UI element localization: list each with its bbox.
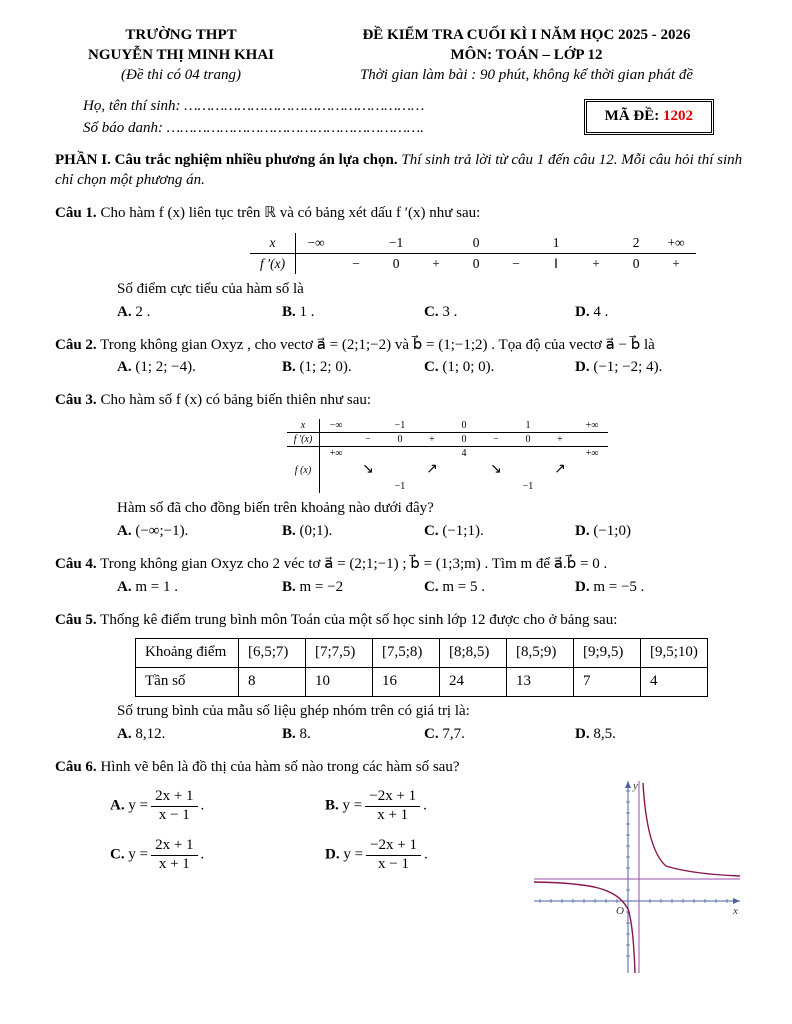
- option-letter: A.: [117, 725, 132, 742]
- question-6-text: Hình vẽ bên là đồ thị của hàm số nào trong các hàm số sau?: [100, 758, 460, 775]
- student-info: [83, 97, 742, 141]
- f-value: −1: [522, 481, 534, 493]
- origin-label: O: [616, 905, 624, 918]
- question-6-options: [55, 779, 514, 984]
- fraction-numerator: 2x + 1: [151, 838, 197, 856]
- frequency-table: [135, 638, 708, 697]
- frequency-cell: 7: [574, 668, 641, 697]
- frequency-cell: 4: [641, 668, 708, 697]
- variation-sign-row: [287, 433, 608, 447]
- option-d: [575, 303, 746, 323]
- sign: 0: [632, 256, 640, 272]
- option-text: (−1;1).: [442, 523, 484, 540]
- option-expr-prefix: y =: [342, 798, 363, 815]
- option-letter: A.: [117, 303, 132, 320]
- question-4-label: Câu 4.: [55, 555, 97, 572]
- frequency-cell: 16: [373, 668, 440, 697]
- frequency-cell: 10: [306, 668, 373, 697]
- x-value: 1: [512, 419, 544, 433]
- interval-cell: [8;8,5): [440, 639, 507, 668]
- part1-instruction: Thí sinh trả lời từ câu 1 đến câu 12. Mỗi câu hỏi thí sinh chỉ chọn một phương án.: [55, 151, 743, 188]
- question-3: [55, 391, 746, 542]
- fraction-denominator: x − 1: [158, 807, 190, 824]
- interval-cell: [6,5;7): [239, 639, 306, 668]
- sign: +: [672, 256, 680, 272]
- y-axis-label: y: [633, 780, 638, 793]
- fraction-numerator: −2x + 1: [365, 789, 420, 807]
- option-text: (1; 0; 0).: [442, 359, 495, 376]
- question-1: [55, 204, 746, 323]
- x-value: 0: [448, 419, 480, 433]
- student-fields: [83, 97, 424, 141]
- question-3-label: Câu 3.: [55, 392, 97, 409]
- option-text: (−1;0): [593, 523, 631, 540]
- sign: −: [352, 433, 384, 447]
- sign: 0: [384, 433, 416, 447]
- option-text: 4 .: [593, 303, 609, 320]
- option-d: [575, 725, 746, 745]
- question-4-text: Trong không gian Oxyz cho 2 véc tơ a⃗ = (2;1;−1) ; b⃗ = (1;3;m) . Tìm m để a⃗.b⃗ = 0 .: [100, 555, 608, 572]
- exam-subject: MÔN: TOÁN – LỚP 12: [450, 46, 603, 63]
- option-a: [117, 303, 282, 323]
- student-id-line: Số báo danh: ………………………………………………….: [83, 120, 424, 137]
- option-expr-suffix: .: [423, 798, 427, 815]
- option-letter: C.: [424, 359, 439, 376]
- option-b: [282, 522, 424, 542]
- option-text: 8,12.: [135, 725, 166, 742]
- question-3-prompt: Hàm số đã cho đồng biến trên khoảng nào dưới đây?: [117, 500, 434, 517]
- option-d: [575, 522, 746, 542]
- option-text: m = 1 .: [135, 578, 178, 595]
- student-name-line: Họ, tên thí sinh: ………………………………………………: [83, 98, 425, 115]
- question-5-prompt: Số trung bình của mẫu số liệu ghép nhóm trên có giá trị là:: [117, 702, 470, 719]
- x-value: −1: [384, 419, 416, 433]
- question-5-label: Câu 5.: [55, 611, 97, 628]
- fraction-numerator: −2x + 1: [366, 838, 421, 856]
- part1-heading: [55, 151, 746, 191]
- option-d: [325, 838, 514, 873]
- option-b: [325, 789, 514, 824]
- option-letter: D.: [575, 578, 590, 595]
- x-axis-arrow-icon: [733, 898, 740, 904]
- option-letter: B.: [282, 725, 296, 742]
- option-c: [110, 838, 325, 873]
- school-block: [55, 26, 307, 85]
- option-a: [117, 578, 282, 598]
- sign: 0: [392, 256, 400, 272]
- fraction-numerator: 2x + 1: [151, 789, 197, 807]
- fraction-denominator: x + 1: [377, 807, 409, 824]
- school-name-line2: NGUYỄN THỊ MINH KHAI: [88, 46, 274, 63]
- arrow-up-icon: ↗: [426, 462, 438, 478]
- x-value: +∞: [576, 419, 608, 433]
- option-letter: C.: [424, 523, 439, 540]
- option-expr-prefix: y =: [343, 846, 364, 863]
- option-letter: D.: [575, 523, 590, 540]
- x-axis-label: x: [733, 905, 738, 918]
- option-letter: B.: [282, 303, 296, 320]
- sign: −: [352, 256, 360, 272]
- sign: +: [432, 256, 440, 272]
- question-1-options: [117, 303, 746, 323]
- variation-f-row: [287, 447, 608, 494]
- arrow-up-icon: ↗: [554, 462, 566, 478]
- sign: +: [416, 433, 448, 447]
- sign: +: [592, 256, 600, 272]
- variation-fprime-label: f ′(x): [287, 433, 320, 447]
- option-letter: C.: [424, 578, 439, 595]
- option-text: (0;1).: [299, 523, 333, 540]
- question-4: [55, 555, 746, 598]
- sign: −: [512, 256, 520, 272]
- option-expr-prefix: y =: [128, 846, 149, 863]
- exam-code-value: 1202: [663, 108, 693, 125]
- f-value: 4: [461, 448, 467, 460]
- option-a: [117, 522, 282, 542]
- interval-header: Khoảng điểm: [136, 639, 239, 668]
- question-2-text: Trong không gian Oxyz , cho vectơ a⃗ = (2;1;−2) và b⃗ = (1;−1;2) . Tọa độ của vectơ a⃗ − b⃗ là: [100, 336, 655, 353]
- school-name-line1: TRƯỜNG THPT: [125, 27, 237, 43]
- sign: 0: [472, 256, 480, 272]
- option-text: 3 .: [442, 303, 458, 320]
- sign: ‖: [554, 256, 558, 272]
- f-value: +∞: [585, 448, 599, 460]
- x-value: +∞: [656, 233, 696, 253]
- exam-title: ĐỀ KIỂM TRA CUỐI KÌ I NĂM HỌC 2025 - 2026: [362, 27, 691, 43]
- question-3-options: [117, 522, 746, 542]
- question-3-text: Cho hàm số f (x) có bảng biến thiên như sau:: [100, 392, 372, 409]
- interval-cell: [9;9,5): [574, 639, 641, 668]
- y-axis-arrow-icon: [625, 781, 631, 788]
- pages-note: (Đề thi có 04 trang): [121, 66, 241, 83]
- option-c: [424, 522, 575, 542]
- option-letter: A.: [117, 359, 132, 376]
- header: [55, 26, 746, 85]
- option-a: [117, 725, 282, 745]
- option-text: 8.: [299, 725, 311, 742]
- option-letter: C.: [110, 846, 125, 863]
- option-letter: A.: [117, 578, 132, 595]
- option-c: [424, 578, 575, 598]
- option-letter: A.: [117, 523, 132, 540]
- interval-cell: [9,5;10): [641, 639, 708, 668]
- question-1-prompt: Số điểm cực tiểu của hàm số là: [117, 281, 304, 297]
- option-b: [282, 303, 424, 323]
- question-2-options: [117, 358, 746, 378]
- question-1-label: Câu 1.: [55, 204, 97, 221]
- arrow-down-icon: ↘: [490, 462, 502, 478]
- option-b: [282, 725, 424, 745]
- option-letter: B.: [282, 523, 296, 540]
- option-text: (1; 2; 0).: [299, 359, 352, 376]
- option-c: [424, 303, 575, 323]
- option-a: [110, 789, 325, 824]
- option-b: [282, 578, 424, 598]
- option-letter: B.: [325, 798, 339, 815]
- question-5: [55, 611, 746, 745]
- fraction-denominator: x − 1: [378, 855, 409, 872]
- function-graph: [528, 773, 746, 984]
- x-value: 0: [456, 233, 496, 253]
- option-a: [117, 358, 282, 378]
- question-6: [55, 758, 746, 985]
- variation-x-row: [287, 419, 608, 433]
- option-text: (−1; −2; 4).: [593, 359, 663, 376]
- option-d: [575, 578, 746, 598]
- option-letter: D.: [325, 846, 340, 863]
- interval-cell: [8,5;9): [507, 639, 574, 668]
- option-text: (1; 2; −4).: [135, 359, 196, 376]
- option-expr-prefix: y =: [128, 798, 149, 815]
- variation-f-label: f (x): [287, 447, 320, 494]
- sign-table-fprime-label: f ′(x): [250, 254, 296, 274]
- sign-table-x-label: x: [250, 233, 296, 253]
- option-c: [424, 358, 575, 378]
- sign: +: [544, 433, 576, 447]
- option-letter: C.: [424, 303, 439, 320]
- question-5-options: [117, 725, 746, 745]
- option-text: m = −2: [299, 578, 344, 595]
- option-text: m = 5 .: [442, 578, 485, 595]
- option-letter: D.: [575, 725, 590, 742]
- question-2-label: Câu 2.: [55, 336, 97, 353]
- interval-cell: [7,5;8): [373, 639, 440, 668]
- variation-table: [287, 419, 608, 493]
- f-value: −1: [394, 481, 406, 493]
- sign: −: [480, 433, 512, 447]
- frequency-cell: 8: [239, 668, 306, 697]
- option-text: 8,5.: [593, 725, 616, 742]
- sign-table: [250, 233, 696, 274]
- sign: 0: [512, 433, 544, 447]
- question-4-options: [117, 578, 746, 598]
- option-letter: C.: [424, 725, 439, 742]
- fraction-denominator: x + 1: [158, 855, 190, 872]
- frequency-header: Tần số: [136, 668, 239, 697]
- interval-cell: [7;7,5): [306, 639, 373, 668]
- option-expr-suffix: .: [200, 846, 205, 863]
- exam-duration: Thời gian làm bài : 90 phút, không kể thời gian phát đề: [359, 66, 694, 83]
- frequency-header-row: [136, 639, 708, 668]
- option-text: 1 .: [299, 303, 315, 320]
- option-text: 7,7.: [442, 725, 465, 742]
- option-expr-suffix: .: [200, 798, 205, 815]
- option-expr-suffix: .: [423, 846, 428, 863]
- x-value: −∞: [296, 233, 337, 253]
- option-letter: D.: [575, 303, 590, 320]
- frequency-cell: 13: [507, 668, 574, 697]
- curve-left-branch: [534, 882, 635, 973]
- question-1-text: Cho hàm f (x) liên tục trên ℝ và có bảng xét dấu f ′(x) như sau:: [100, 204, 481, 221]
- f-value: +∞: [329, 448, 343, 460]
- curve-right-branch: [643, 783, 740, 876]
- question-5-text: Thống kê điểm trung bình môn Toán của một số học sinh lớp 12 được cho ở bảng sau:: [100, 611, 618, 628]
- exam-code-box: [584, 99, 714, 135]
- sign-table-x-row: [250, 233, 696, 253]
- option-text: m = −5 .: [593, 578, 645, 595]
- option-text: 2 .: [135, 303, 151, 320]
- arrow-down-icon: ↘: [362, 462, 374, 478]
- part1-title: PHẦN I. Câu trắc nghiệm nhiều phương án lựa chọn.: [55, 151, 398, 168]
- option-letter: A.: [110, 798, 125, 815]
- option-letter: B.: [282, 578, 296, 595]
- option-d: [575, 358, 746, 378]
- variation-x-label: x: [287, 419, 320, 433]
- option-c: [424, 725, 575, 745]
- x-value: 1: [536, 233, 576, 253]
- option-letter: D.: [575, 359, 590, 376]
- x-value: −∞: [320, 419, 353, 433]
- option-text: (−∞;−1).: [135, 523, 189, 540]
- x-value: 2: [616, 233, 656, 253]
- sign-table-sign-row: [250, 254, 696, 274]
- frequency-cell: 24: [440, 668, 507, 697]
- question-2: [55, 336, 746, 379]
- option-letter: B.: [282, 359, 296, 376]
- exam-title-block: [307, 26, 746, 85]
- frequency-value-row: [136, 668, 708, 697]
- exam-code-label: MÃ ĐỀ:: [604, 108, 660, 125]
- question-6-label: Câu 6.: [55, 758, 97, 775]
- x-value: −1: [376, 233, 416, 253]
- option-b: [282, 358, 424, 378]
- sign: 0: [448, 433, 480, 447]
